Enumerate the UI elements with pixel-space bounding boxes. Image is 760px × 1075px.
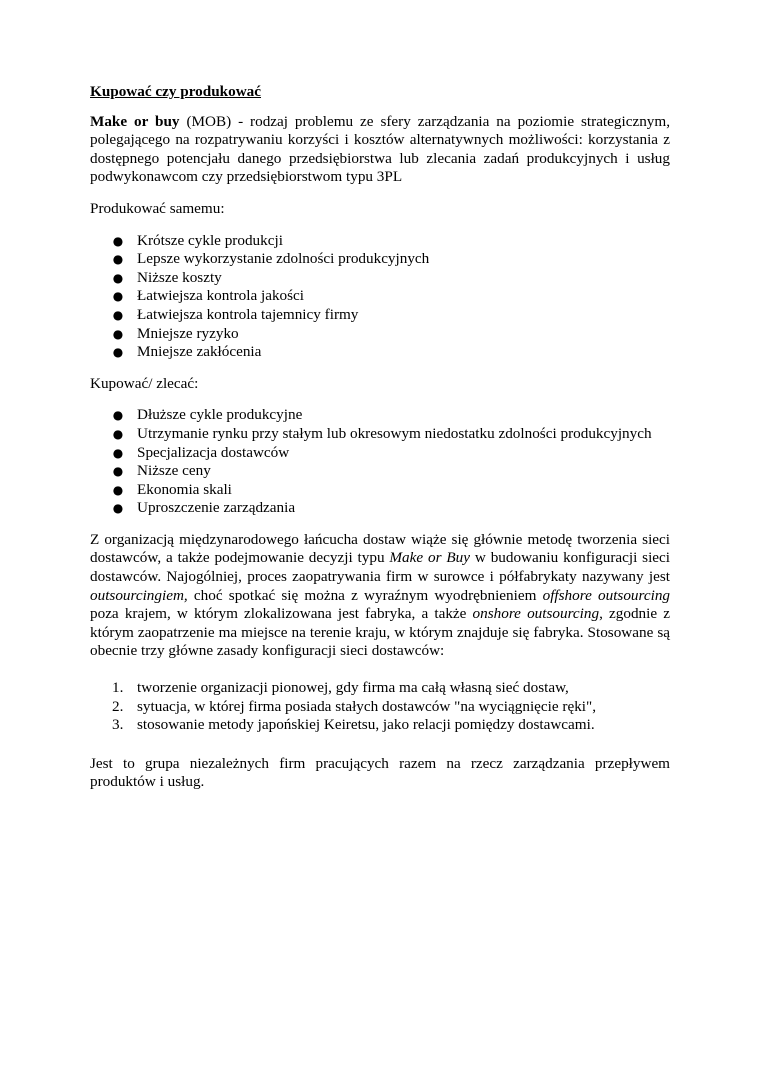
produce-label: Produkować samemu: [90, 199, 225, 217]
list-item: 3. stosowanie metody japońskiej Keiretsu, jako relacji pomiędzy dostawcami. [112, 716, 595, 734]
list-item: ● Uproszczenie zarządzania [112, 499, 296, 517]
intro-paragraph [90, 113, 670, 187]
document-page [90, 83, 670, 792]
bullet-icon: ● [112, 252, 124, 267]
list-item: ● Specjalizacja dostawców [112, 443, 290, 461]
page-title: Kupować czy produkować [90, 83, 262, 100]
bullet-icon: ● [112, 408, 124, 423]
list-item: ● Mniejsze zakłócenia [112, 343, 262, 361]
list-item: ● Utrzymanie rynku przy stałym lub okresowym niedostatku zdolności produkcyjnych [112, 424, 652, 442]
supply-chain-paragraph: Z organizacją międzynarodowego łańcucha dostaw wiąże się głównie metodę tworzenia sieci dostawców, a także podejmowanie decyzji typu Make or Buy w budowaniu konfiguracji sieci dostawców. Najogólniej, proces zaopatrywania firm w surowce i półfabrykaty nazywany jest outsourcingiem, choć spotkać się można z wyraźnym wyodrębnieniem offshore outsourcing poza krajem, w którym zlokalizowana jest fabryka, a także onshore outsourcing, zgodnie z którym zaopatrzenie ma miejsce na terenie kraju, w którym znajduje się fabryka. Stosowane są obecnie trzy główne zasady konfiguracji sieci dostawców: [90, 530, 671, 660]
list-number: 2. [112, 697, 124, 715]
bullet-icon: ● [112, 270, 124, 285]
list-item: ● Ekonomia skali [112, 480, 232, 498]
list-item: ● Dłuższe cykle produkcyjne [112, 406, 303, 424]
list-item: ● Niższe ceny [112, 462, 211, 480]
intro-term: Make or buy [90, 112, 180, 130]
bullet-icon: ● [112, 345, 124, 360]
bullet-icon: ● [112, 326, 124, 341]
bullet-icon: ● [112, 445, 124, 460]
list-item: 1. tworzenie organizacji pionowej, gdy firma ma całą własną sieć dostaw, [112, 679, 569, 697]
closing-paragraph: Jest to grupa niezależnych firm pracujących razem na rzecz zarządzania przepływem produktów i usług. [90, 754, 670, 791]
list-item: ● Krótsze cykle produkcji [112, 231, 283, 249]
list-item: ● Mniejsze ryzyko [112, 324, 239, 342]
bullet-icon: ● [112, 482, 124, 497]
rules-list [90, 679, 670, 735]
list-item: ● Łatwiejsza kontrola tajemnicy firmy [112, 305, 359, 323]
intro-text: (MOB) - rodzaj problemu ze sfery zarządzania na poziomie strategicznym, polegającego na rozpatrywaniu korzyści i kosztów alternatywnych możliwości: korzystania z dostępnego potencjału danego przedsiębiorstwa lub zlecania zadań produkcyjnych i usług podwykonawcom czy przedsiębiorstwom typu 3PL [90, 112, 670, 186]
bullet-icon: ● [112, 464, 124, 479]
list-number: 3. [112, 716, 124, 734]
bullet-icon: ● [112, 289, 124, 304]
bullet-icon: ● [112, 426, 124, 441]
bullet-icon: ● [112, 501, 124, 516]
list-number: 1. [112, 679, 124, 697]
bullet-icon: ● [112, 233, 124, 248]
list-item: ● Niższe koszty [112, 268, 222, 286]
list-item: 2. sytuacja, w której firma posiada stałych dostawców "na wyciągnięcie ręki", [112, 697, 597, 715]
produce-list [90, 232, 670, 362]
list-item: ● Łatwiejsza kontrola jakości [112, 287, 305, 305]
buy-list [90, 406, 670, 518]
bullet-icon: ● [112, 307, 124, 322]
list-item: ● Lepsze wykorzystanie zdolności produkcyjnych [112, 250, 430, 268]
buy-label: Kupować/ zlecać: [90, 374, 199, 392]
